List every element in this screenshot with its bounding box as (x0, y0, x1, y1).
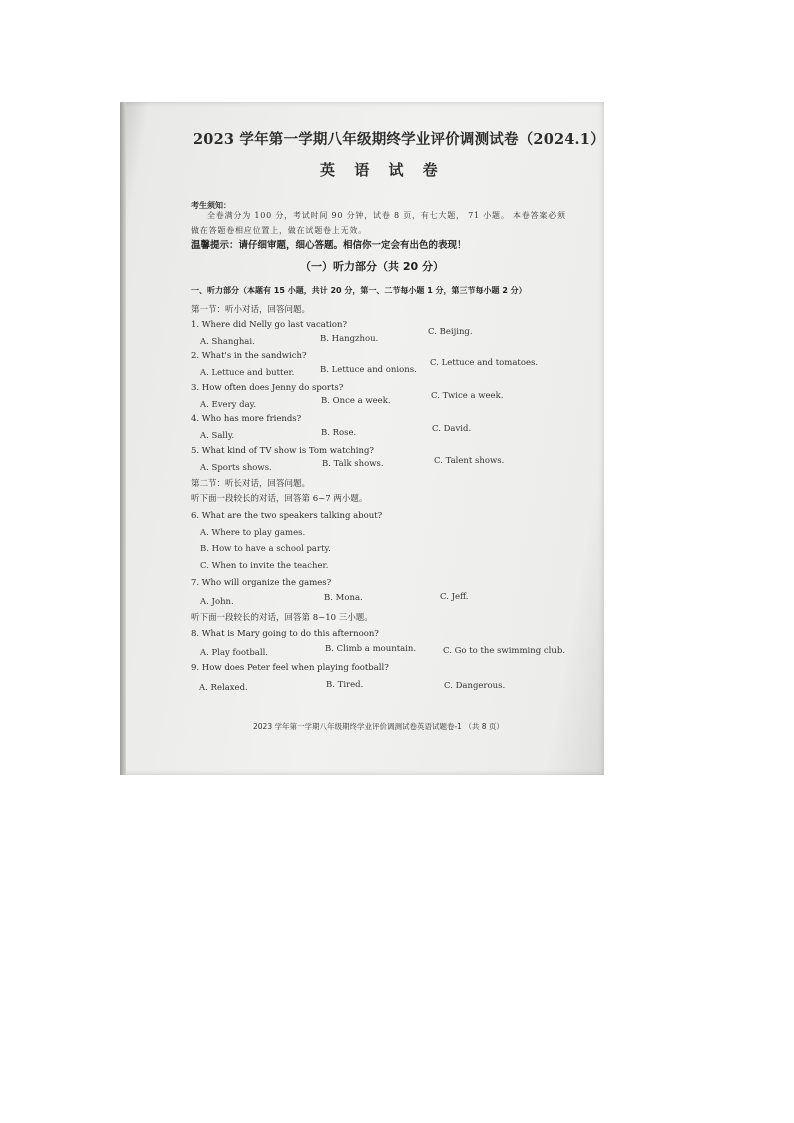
notice-heading: 考生须知： (191, 200, 231, 210)
section-2-heading: 第二节：听长对话，回答问题。 (191, 479, 311, 489)
question-2: 2. What's in the sandwich? (191, 351, 307, 361)
question-6-option-a: A. Where to play games. (200, 528, 306, 538)
question-4: 4. Who has more friends? (191, 414, 302, 424)
question-4-option-a: A. Sally. (200, 431, 235, 441)
question-7-option-b: B. Mona. (324, 593, 363, 603)
question-8-option-a: A. Play football. (200, 648, 268, 658)
question-7-option-a: A. John. (200, 597, 234, 607)
section-title: （一）听力部分（共 20 分） (300, 260, 444, 273)
tip-text: 温馨提示：请仔细审题，细心答题。相信你一定会有出色的表现！ (191, 240, 467, 251)
exam-title: 2023 学年第一学期八年级期终学业评价调测试卷（2024.1） (193, 131, 605, 148)
question-9-option-a: A. Relaxed. (199, 683, 248, 693)
question-5-option-c: C. Talent shows. (434, 456, 505, 466)
question-8-option-c: C. Go to the swimming club. (443, 646, 565, 656)
question-1-option-c: C. Beijing. (428, 327, 473, 337)
question-5-option-a: A. Sports shows. (200, 463, 272, 473)
question-1: 1. Where did Nelly go last vacation? (191, 320, 348, 330)
question-8-option-b: B. Climb a mountain. (325, 644, 417, 654)
question-4-option-c: C. David. (432, 424, 472, 434)
question-6-option-c: C. When to invite the teacher. (200, 561, 329, 571)
question-7-option-c: C. Jeff. (440, 592, 469, 602)
question-9: 9. How does Peter feel when playing football? (191, 663, 389, 673)
question-6: 6. What are the two speakers talking about? (191, 511, 383, 521)
question-1-option-a: A. Shanghai. (200, 337, 255, 347)
question-9-option-c: C. Dangerous. (444, 681, 506, 691)
question-2-option-b: B. Lettuce and onions. (320, 365, 417, 375)
exam-subtitle: 英 语 试 卷 (320, 161, 445, 179)
section-1-heading: 第一节：听小对话，回答问题。 (191, 305, 311, 315)
question-3-option-a: A. Every day. (200, 400, 257, 410)
dialog-2-instruction: 听下面一段较长的对话，回答第 8~10 三小题。 (191, 613, 373, 623)
question-9-option-b: B. Tired. (326, 680, 364, 690)
question-5-option-b: B. Talk shows. (322, 459, 384, 469)
notice-line-1: 全卷满分为 100 分，考试时间 90 分钟，试卷 8 页，有七大题， 71 小题。 本卷答案必须 (207, 211, 566, 220)
question-3: 3. How often does Jenny do sports? (191, 383, 344, 393)
question-4-option-b: B. Rose. (321, 428, 357, 438)
question-6-option-b: B. How to have a school party. (200, 544, 331, 554)
question-8: 8. What is Mary going to do this afternoon? (191, 629, 379, 639)
part-instruction: 一、听力部分（本题有 15 小题，共计 20 分，第一、二节每小题 1 分，第三节每小题 2 分） (191, 286, 527, 295)
question-3-option-c: C. Twice a week. (431, 391, 504, 401)
question-5: 5. What kind of TV show is Tom watching? (191, 446, 374, 456)
question-3-option-b: B. Once a week. (321, 396, 391, 406)
dialog-1-instruction: 听下面一段较长的对话，回答第 6~7 两小题。 (191, 494, 368, 504)
page-footer: 2023 学年第一学期八年级期终学业评价调测试卷英语试题卷-1 （共 8 页） (253, 722, 504, 731)
question-1-option-b: B. Hangzhou. (320, 334, 379, 344)
question-7: 7. Who will organize the games? (191, 578, 332, 588)
notice-line-2: 做在答题卷相应位置上，做在试题卷上无效。 (191, 226, 367, 235)
question-2-option-a: A. Lettuce and butter. (200, 368, 295, 378)
question-2-option-c: C. Lettuce and tomatoes. (430, 358, 539, 368)
